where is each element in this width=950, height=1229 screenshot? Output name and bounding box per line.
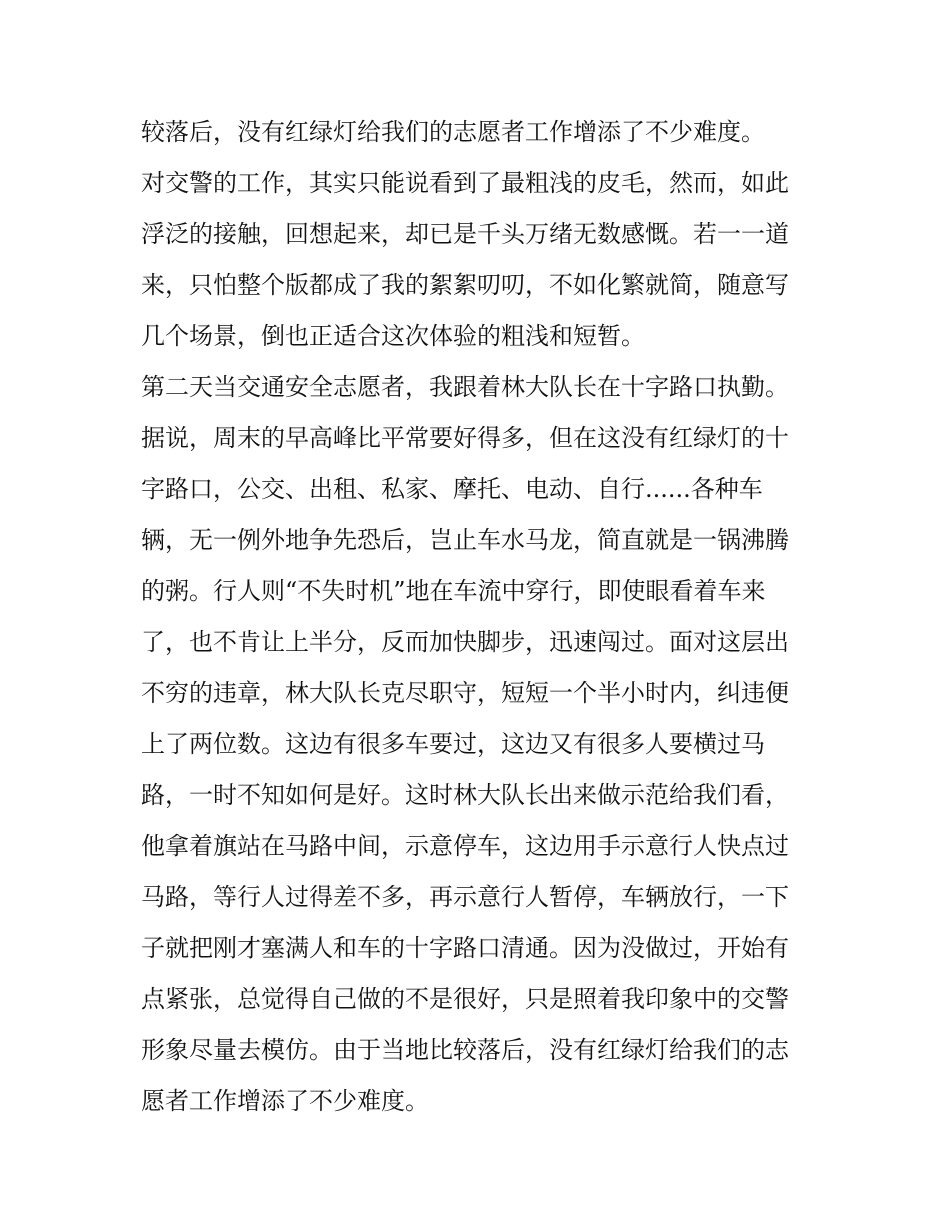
text-line: 对交警的工作，其实只能说看到了最粗浅的皮毛，然而，如此 [141, 169, 789, 197]
text-line: 来，只怕整个版都成了我的絮絮叨叨，不如化繁就简，随意写 [141, 271, 789, 299]
text-line: 形象尽量去模仿。由于当地比较落后，没有红绿灯给我们的志 [141, 1036, 789, 1064]
text-line: 上了两位数。这边有很多车要过，这边又有很多人要横过马 [141, 730, 765, 758]
text-line: 较落后，没有红绿灯给我们的志愿者工作增添了不少难度。 [141, 118, 765, 146]
text-line: 浮泛的接触，回想起来，却已是千头万绪无数感慨。若一一道 [141, 220, 789, 248]
document-body [141, 107, 821, 1127]
text-line: 第二天当交通安全志愿者，我跟着林大队长在十字路口执勤。 [141, 373, 789, 401]
text-line: 不穷的违章，林大队长克尽职守，短短一个半小时内，纠违便 [141, 679, 789, 707]
text-line: 马路，等行人过得差不多，再示意行人暂停，车辆放行，一下 [141, 883, 789, 911]
text-line: 据说，周末的早高峰比平常要好得多，但在这没有红绿灯的十 [141, 424, 789, 452]
text-line: 的粥。行人则“不失时机”地在车流中穿行，即使眼看着车来 [141, 577, 766, 605]
text-line: 辆，无一例外地争先恐后，岂止车水马龙，简直就是一锅沸腾 [141, 526, 789, 554]
text-line: 他拿着旗站在马路中间，示意停车，这边用手示意行人快点过 [141, 832, 789, 860]
text-line: 点紧张，总觉得自己做的不是很好，只是照着我印象中的交警 [141, 985, 789, 1013]
text-line: 了，也不肯让上半分，反而加快脚步，迅速闯过。面对这层出 [141, 628, 789, 656]
text-line: 几个场景，倒也正适合这次体验的粗浅和短暂。 [141, 322, 645, 350]
text-line: 子就把刚才塞满人和车的十字路口清通。因为没做过，开始有 [141, 934, 789, 962]
text-line: 路，一时不知如何是好。这时林大队长出来做示范给我们看， [141, 781, 789, 809]
text-line: 愿者工作增添了不少难度。 [141, 1087, 429, 1115]
text-line: 字路口，公交、出租、私家、摩托、电动、自行......各种车 [141, 475, 763, 503]
